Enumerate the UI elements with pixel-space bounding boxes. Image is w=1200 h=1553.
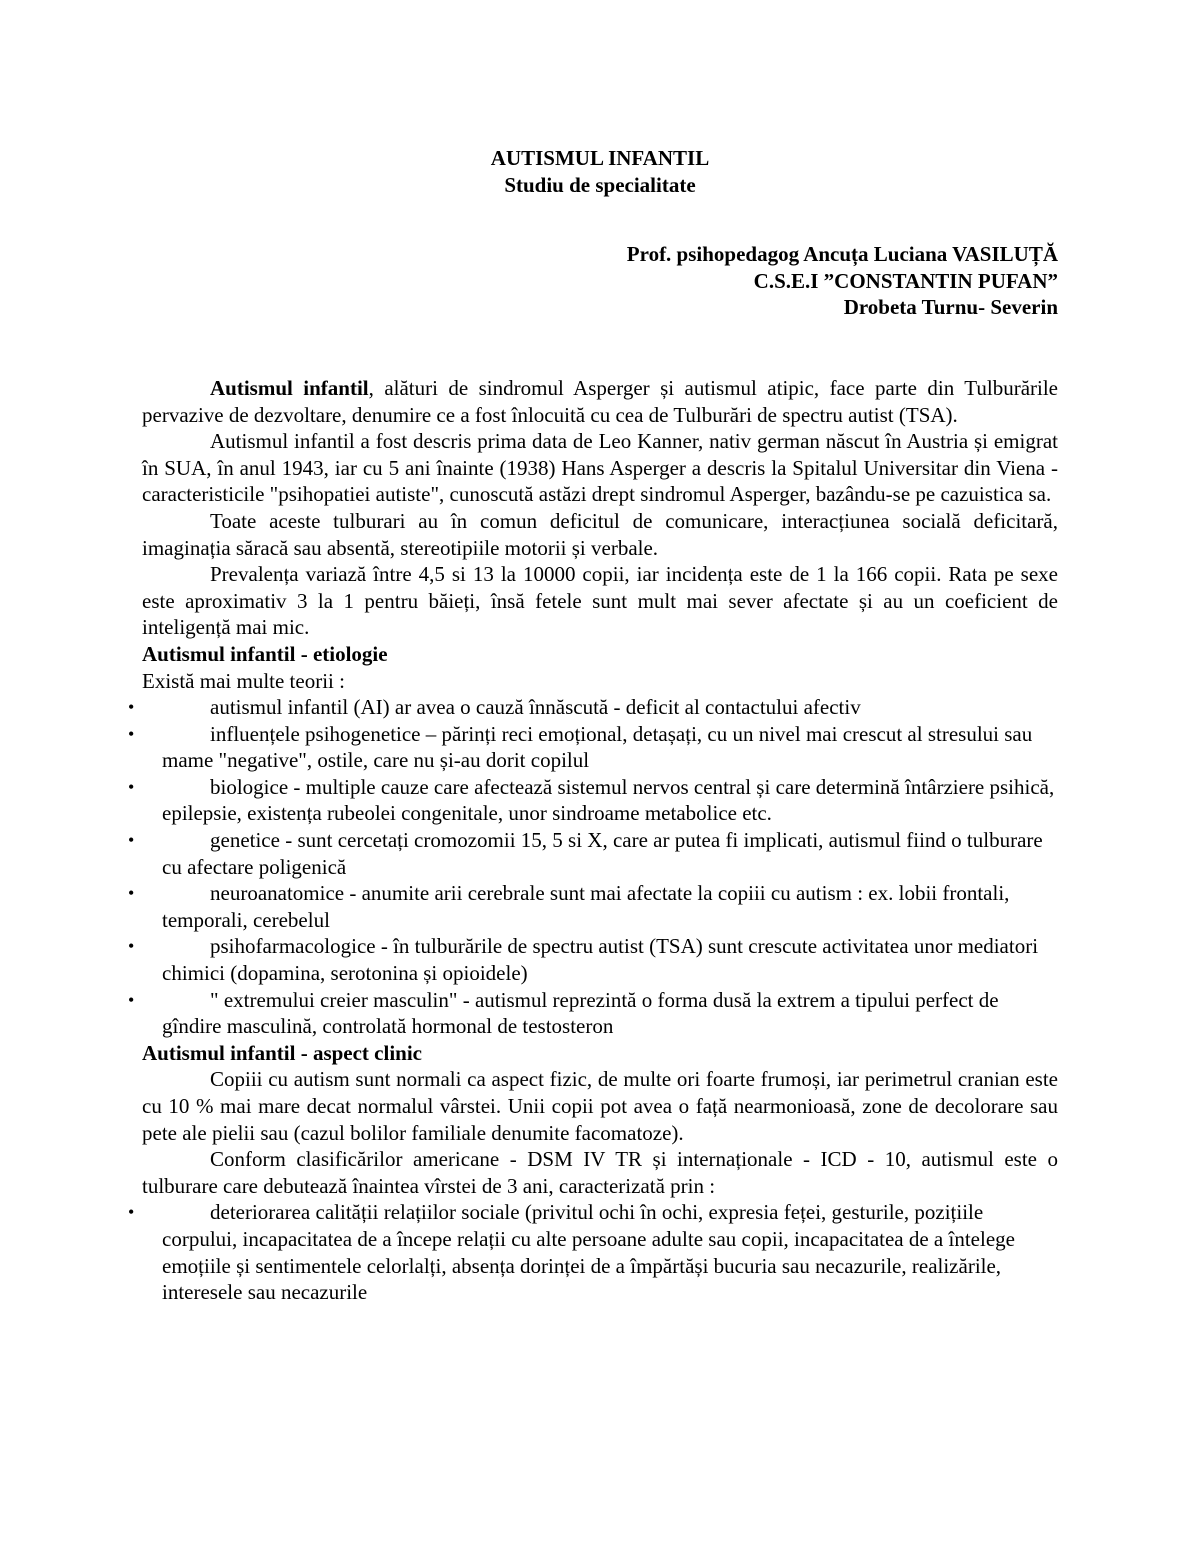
intro-lead-term: Autismul infantil bbox=[210, 375, 369, 400]
document-title: AUTISMUL INFANTIL bbox=[490, 146, 710, 170]
author-city: Drobeta Turnu- Severin bbox=[843, 295, 1058, 320]
clinical-paragraph-2: Conform clasificărilor americane - DSM IV TR și internaționale - ICD - 10, autismul este o tulburare care debutează înaintea vîrstei de 3 ani, caracterizată prin : bbox=[142, 1147, 1058, 1198]
etiology-heading: Autismul infantil - etiologie bbox=[142, 641, 388, 666]
bullet-icon: • bbox=[128, 830, 135, 851]
list-item bbox=[128, 827, 1058, 880]
list-item bbox=[128, 774, 1058, 827]
list-item bbox=[128, 987, 1058, 1040]
intro-paragraph-4: Prevalența variază între 4,5 si 13 la 10000 copii, iar incidența este de 1 la 166 copii. Rata pe sexe este aproximativ 3 la 1 pentru băieți, însă fetele sunt mult mai sever afectate și au un coeficient de inteligență mai mic. bbox=[142, 562, 1058, 640]
author-block bbox=[142, 241, 1058, 321]
bullet-icon: • bbox=[128, 697, 135, 718]
bullet-icon: • bbox=[128, 1202, 135, 1223]
etiology-lead: Există mai multe teorii : bbox=[142, 668, 345, 693]
intro-paragraph-3: Toate aceste tulburari au în comun deficitul de comunicare, interacțiunea socială deficitară, imaginația săracă sau absentă, stereotipiile motorii și verbale. bbox=[142, 508, 1058, 560]
bullet-icon: • bbox=[128, 936, 135, 957]
etiology-list bbox=[128, 694, 1058, 1040]
bullet-icon: • bbox=[128, 883, 135, 904]
list-item-text: deteriorarea calității relațiilor sociale (privitul ochi în ochi, expresia feței, gesturile, pozițiile corpului, incapacitatea de a începe relații cu alte persoane adulte sau copii, incapacitatea de a întelege emoțiile și sentimentele celorlalți, absența dorinței de a împărtăși bucuria sau necazurile, realizările, interesele sau necazurile bbox=[162, 1200, 1015, 1305]
list-item-text: autismul infantil (AI) ar avea o cauză înnăscută - deficit al contactului afectiv bbox=[210, 695, 861, 720]
list-item bbox=[128, 721, 1058, 774]
author-institution: C.S.E.I ”CONSTANTIN PUFAN” bbox=[753, 268, 1058, 293]
author-name: Prof. psihopedagog Ancuța Luciana VASILUȚĂ bbox=[626, 242, 1058, 267]
bullet-icon: • bbox=[128, 723, 135, 744]
title-block bbox=[142, 145, 1058, 198]
clinical-paragraph-1: Copiii cu autism sunt normali ca aspect fizic, de multe ori foarte frumoși, iar perimetrul cranian este cu 10 % mai mare decat normalul vârstei. Unii copii pot avea o față nearmonioasă, zone de decolorare sau pete ale pielii sau (cazul bolilor familiale denumite facomatoze). bbox=[142, 1067, 1058, 1145]
list-item-text: psihofarmacologice - în tulburările de spectru autist (TSA) sunt crescute activitatea unor mediatori chimici (dopamina, serotonina și opioidele) bbox=[162, 934, 1039, 986]
clinical-list bbox=[128, 1199, 1058, 1305]
list-item bbox=[128, 694, 1058, 721]
clinical-heading: Autismul infantil - aspect clinic bbox=[142, 1040, 423, 1065]
intro-paragraph-1 bbox=[142, 375, 1058, 428]
list-item-text: " extremului creier masculin" - autismul reprezintă o forma dusă la extrem a tipului perfect de gîndire masculină, controlată hormonal de testosteron bbox=[162, 987, 999, 1039]
list-item-text: biologice - multiple cauze care afectează sistemul nervos central și care determină întârziere psihică, epilepsie, existența rubeolei congenitale, unor sindroame metabolice etc. bbox=[162, 774, 1055, 826]
body-text bbox=[128, 375, 1059, 1306]
list-item-text: influențele psihogenetice – părinți reci emoțional, detașați, cu un nivel mai crescut al stresului sau mame "negative", ostile, care nu și-au dorit copilul bbox=[162, 721, 1033, 773]
intro-paragraph-1-text: , alături de sindromul Asperger și autismul atipic, face parte din Tulburările pervazive de dezvoltare, denumire ce a fost înlocuită cu cea de Tulburări de spectru autist (TSA). bbox=[142, 375, 1059, 427]
bullet-icon: • bbox=[128, 776, 135, 797]
list-item bbox=[128, 933, 1058, 986]
bullet-icon: • bbox=[128, 989, 135, 1010]
list-item-text: neuroanatomice - anumite arii cerebrale sunt mai afectate la copiii cu autism : ex. lobii frontali, temporali, cerebelul bbox=[162, 881, 1010, 932]
list-item bbox=[128, 1199, 1058, 1305]
list-item-text: genetice - sunt cercetați cromozomii 15, 5 si X, care ar putea fi implicati, autismul fiind o tulburare cu afectare poligenică bbox=[162, 828, 1043, 879]
document-content bbox=[128, 145, 1059, 1306]
document-subtitle: Studiu de specialitate bbox=[504, 172, 696, 197]
list-item bbox=[128, 880, 1058, 933]
intro-paragraph-2: Autismul infantil a fost descris prima data de Leo Kanner, nativ german născut în Austria și emigrat în SUA, în anul 1943, iar cu 5 ani înainte (1938) Hans Asperger a descris la Spitalul Universitar din Viena - caracteristicile "psihopatiei autiste", cunoscută astăzi drept sindromul Asperger, bazându-se pe cazuistica sa. bbox=[142, 429, 1058, 507]
